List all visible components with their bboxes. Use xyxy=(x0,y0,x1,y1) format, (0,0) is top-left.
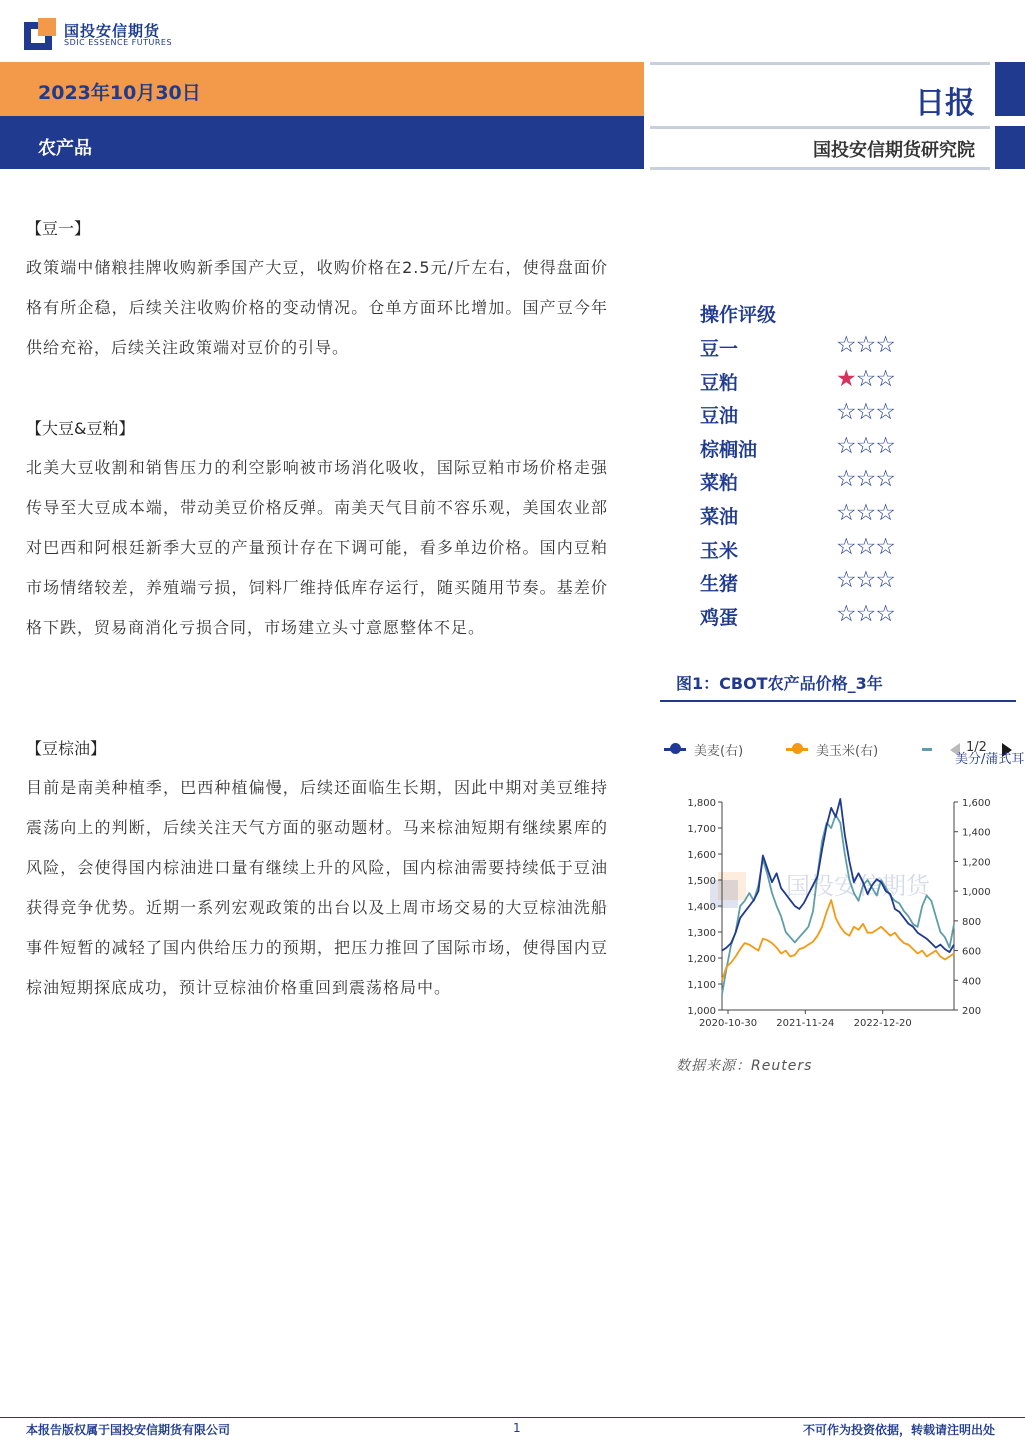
y-left-tick-label: 1,800 xyxy=(687,798,716,809)
y-left-tick-label: 1,600 xyxy=(687,850,716,861)
chart-watermark-text: 国投安信期货 xyxy=(786,872,930,900)
star-empty-icon: ☆ xyxy=(875,332,895,358)
rating-item-name: 菜粕 xyxy=(700,472,739,495)
rating-stars xyxy=(836,433,895,459)
figure-title: 图1：CBOT农产品价格_3年 xyxy=(676,674,883,693)
x-tick-label: 2020-10-30 xyxy=(698,1018,758,1029)
rating-item-name: 玉米 xyxy=(700,539,739,562)
sector-band xyxy=(0,116,644,169)
legend-marker-wheat xyxy=(670,743,681,754)
legend-page-indicator: 1/2 xyxy=(966,740,987,755)
star-empty-icon: ☆ xyxy=(836,432,856,459)
section-title-soybean-meal: 【大豆&豆粕】 xyxy=(26,419,135,438)
star-empty-icon: ☆ xyxy=(855,432,876,459)
y-left-tick-label: 1,100 xyxy=(687,980,716,991)
star-empty-icon: ☆ xyxy=(875,567,895,594)
figure-source: 数据来源：Reuters xyxy=(676,1058,813,1074)
rating-row xyxy=(700,468,920,498)
x-tick-label: 2022-12-20 xyxy=(853,1018,912,1029)
star-empty-icon: ☆ xyxy=(836,500,856,526)
y-right-tick-label: 400 xyxy=(962,976,982,988)
header-rule-middle xyxy=(650,126,990,129)
rating-item-name: 棕榈油 xyxy=(700,438,758,461)
footer-disclaimer: 不可作为投资依据，转载请注明出处 xyxy=(802,1423,995,1437)
footer-page-number: 1 xyxy=(513,1421,521,1435)
y-right-tick-label: 1,600 xyxy=(962,798,991,809)
footer-rule xyxy=(0,1417,1025,1418)
header-rule-top xyxy=(650,62,990,65)
star-empty-icon: ☆ xyxy=(855,466,876,493)
legend-swatch-truncated xyxy=(922,748,932,751)
rating-item-name: 豆粕 xyxy=(700,371,739,394)
rating-stars xyxy=(836,332,895,358)
header-side-block-top xyxy=(995,62,1025,116)
report-sector: 农产品 xyxy=(38,138,92,159)
right-axis-unit: 美分/蒲式耳 xyxy=(955,752,1025,767)
section-title-soybean-no1: 【豆一】 xyxy=(26,219,91,238)
rating-row xyxy=(700,502,920,532)
star-empty-icon: ☆ xyxy=(836,600,856,627)
rating-stars xyxy=(836,466,895,492)
report-date: 2023年10月30日 xyxy=(38,82,201,104)
header-side-block-bottom xyxy=(995,126,1025,169)
y-right-tick-label: 1,000 xyxy=(962,887,991,899)
series-line-0 xyxy=(722,900,954,980)
star-empty-icon: ☆ xyxy=(855,600,876,627)
legend-marker-corn xyxy=(792,743,803,754)
rating-row xyxy=(700,432,920,465)
star-filled-icon: ★ xyxy=(836,365,856,392)
cbot-price-chart xyxy=(660,780,1016,1040)
rating-stars xyxy=(836,399,895,425)
star-empty-icon: ☆ xyxy=(836,399,856,426)
logo-text-en: SDIC ESSENCE FUTURES xyxy=(64,38,173,47)
y-right-tick-label: 200 xyxy=(962,1006,982,1017)
y-left-tick-label: 1,200 xyxy=(687,954,716,965)
rating-stars xyxy=(836,534,895,560)
star-empty-icon: ☆ xyxy=(875,600,895,627)
y-left-tick-label: 1,700 xyxy=(687,824,716,835)
header-rule-bottom xyxy=(650,167,990,170)
rating-item-name: 生猪 xyxy=(700,573,739,596)
y-left-tick-label: 1,000 xyxy=(687,1006,716,1017)
rating-row xyxy=(700,401,920,431)
report-type: 日报 xyxy=(915,86,975,121)
rating-row xyxy=(700,600,920,633)
y-left-tick-label: 1,300 xyxy=(687,928,716,939)
y-right-tick-label: 1,200 xyxy=(962,857,991,869)
footer-copyright: 本报告版权属于国投安信期货有限公司 xyxy=(26,1423,231,1437)
company-logo xyxy=(24,18,224,52)
star-empty-icon: ☆ xyxy=(875,432,895,459)
rating-row xyxy=(700,533,920,566)
star-empty-icon: ☆ xyxy=(855,500,876,526)
logo-mark-icon xyxy=(24,18,56,50)
star-empty-icon: ☆ xyxy=(855,399,876,426)
rating-item-name: 豆油 xyxy=(700,405,739,428)
star-empty-icon: ☆ xyxy=(836,332,856,358)
section-body-soy-palm-oil: 目前是南美种植季，巴西种植偏慢，后续还面临生长期，因此中期对美豆维持震荡向上的判断，后续关注天气方面的驱动题材。马来棕油短期有继续累库的风险，会使得国内棕油进口量有继续上升的风险，国内棕油需要持续低于豆油获得竞争优势。近期一系列宏观政策的出台以及上周市场交易的大豆棕油洗船事件短暂的减轻了国内供给压力的预期，把压力推回了国际市场，使得国内豆棕油短期探底成功，预计豆棕油价格重回到震荡格局中。 xyxy=(26,778,608,997)
figure-title-rule xyxy=(660,700,1016,702)
rating-row xyxy=(700,365,920,398)
rating-row xyxy=(700,334,920,364)
institute-name: 国投安信期货研究院 xyxy=(813,140,975,161)
y-right-tick-label: 800 xyxy=(962,916,982,928)
star-empty-icon: ☆ xyxy=(875,533,895,560)
section-title-soy-palm-oil: 【豆棕油】 xyxy=(26,739,107,758)
y-right-tick-label: 600 xyxy=(962,946,982,958)
y-left-tick-label: 1,400 xyxy=(687,902,716,913)
rating-stars xyxy=(836,601,895,627)
star-empty-icon: ☆ xyxy=(836,567,856,594)
y-right-tick-label: 1,400 xyxy=(962,827,991,839)
logo-text-cn: 国投安信期货 xyxy=(64,22,161,40)
rating-item-name: 菜油 xyxy=(700,506,739,528)
rating-row xyxy=(700,569,920,599)
x-tick-label: 2021-11-24 xyxy=(776,1018,835,1029)
star-empty-icon: ☆ xyxy=(875,399,895,426)
star-empty-icon: ☆ xyxy=(855,533,876,560)
star-empty-icon: ☆ xyxy=(875,365,895,392)
rating-stars xyxy=(836,567,895,593)
rating-stars xyxy=(836,366,895,392)
section-body-soybean-meal: 北美大豆收割和销售压力的利空影响被市场消化吸收，国际豆粕市场价格走强传导至大豆成本端，带动美豆价格反弹。南美天气目前不容乐观，美国农业部对巴西和阿根廷新季大豆的产量预计存在下调可能，看多单边价格。国内豆粕市场情绪较差，养殖端亏损，饲料厂维持低库存运行，随买随用节奏。基差价格下跌，贸易商消化亏损合同，市场建立头寸意愿整体不足。 xyxy=(26,458,608,637)
series-line-2 xyxy=(722,815,954,994)
star-empty-icon: ☆ xyxy=(836,533,856,560)
star-empty-icon: ☆ xyxy=(875,500,895,526)
star-empty-icon: ☆ xyxy=(855,567,876,594)
rating-item-name: 豆一 xyxy=(700,338,739,360)
star-empty-icon: ☆ xyxy=(855,365,876,392)
star-empty-icon: ☆ xyxy=(875,466,895,493)
y-left-tick-label: 1,500 xyxy=(687,876,716,887)
star-empty-icon: ☆ xyxy=(836,466,856,493)
rating-item-name: 鸡蛋 xyxy=(700,606,739,629)
legend-label-wheat: 美麦(右) xyxy=(694,744,744,759)
star-empty-icon: ☆ xyxy=(855,332,876,358)
rating-stars xyxy=(836,500,895,526)
legend-label-corn: 美玉米(右) xyxy=(816,744,879,759)
rating-title: 操作评级 xyxy=(700,304,777,326)
section-body-soybean-no1: 政策端中储粮挂牌收购新季国产大豆，收购价格在2.5元/斤左右，使得盘面价格有所企稳，后续关注收购价格的变动情况。仓单方面环比增加。国产豆今年供给充裕，后续关注政策端对豆价的引导。 xyxy=(26,258,608,357)
